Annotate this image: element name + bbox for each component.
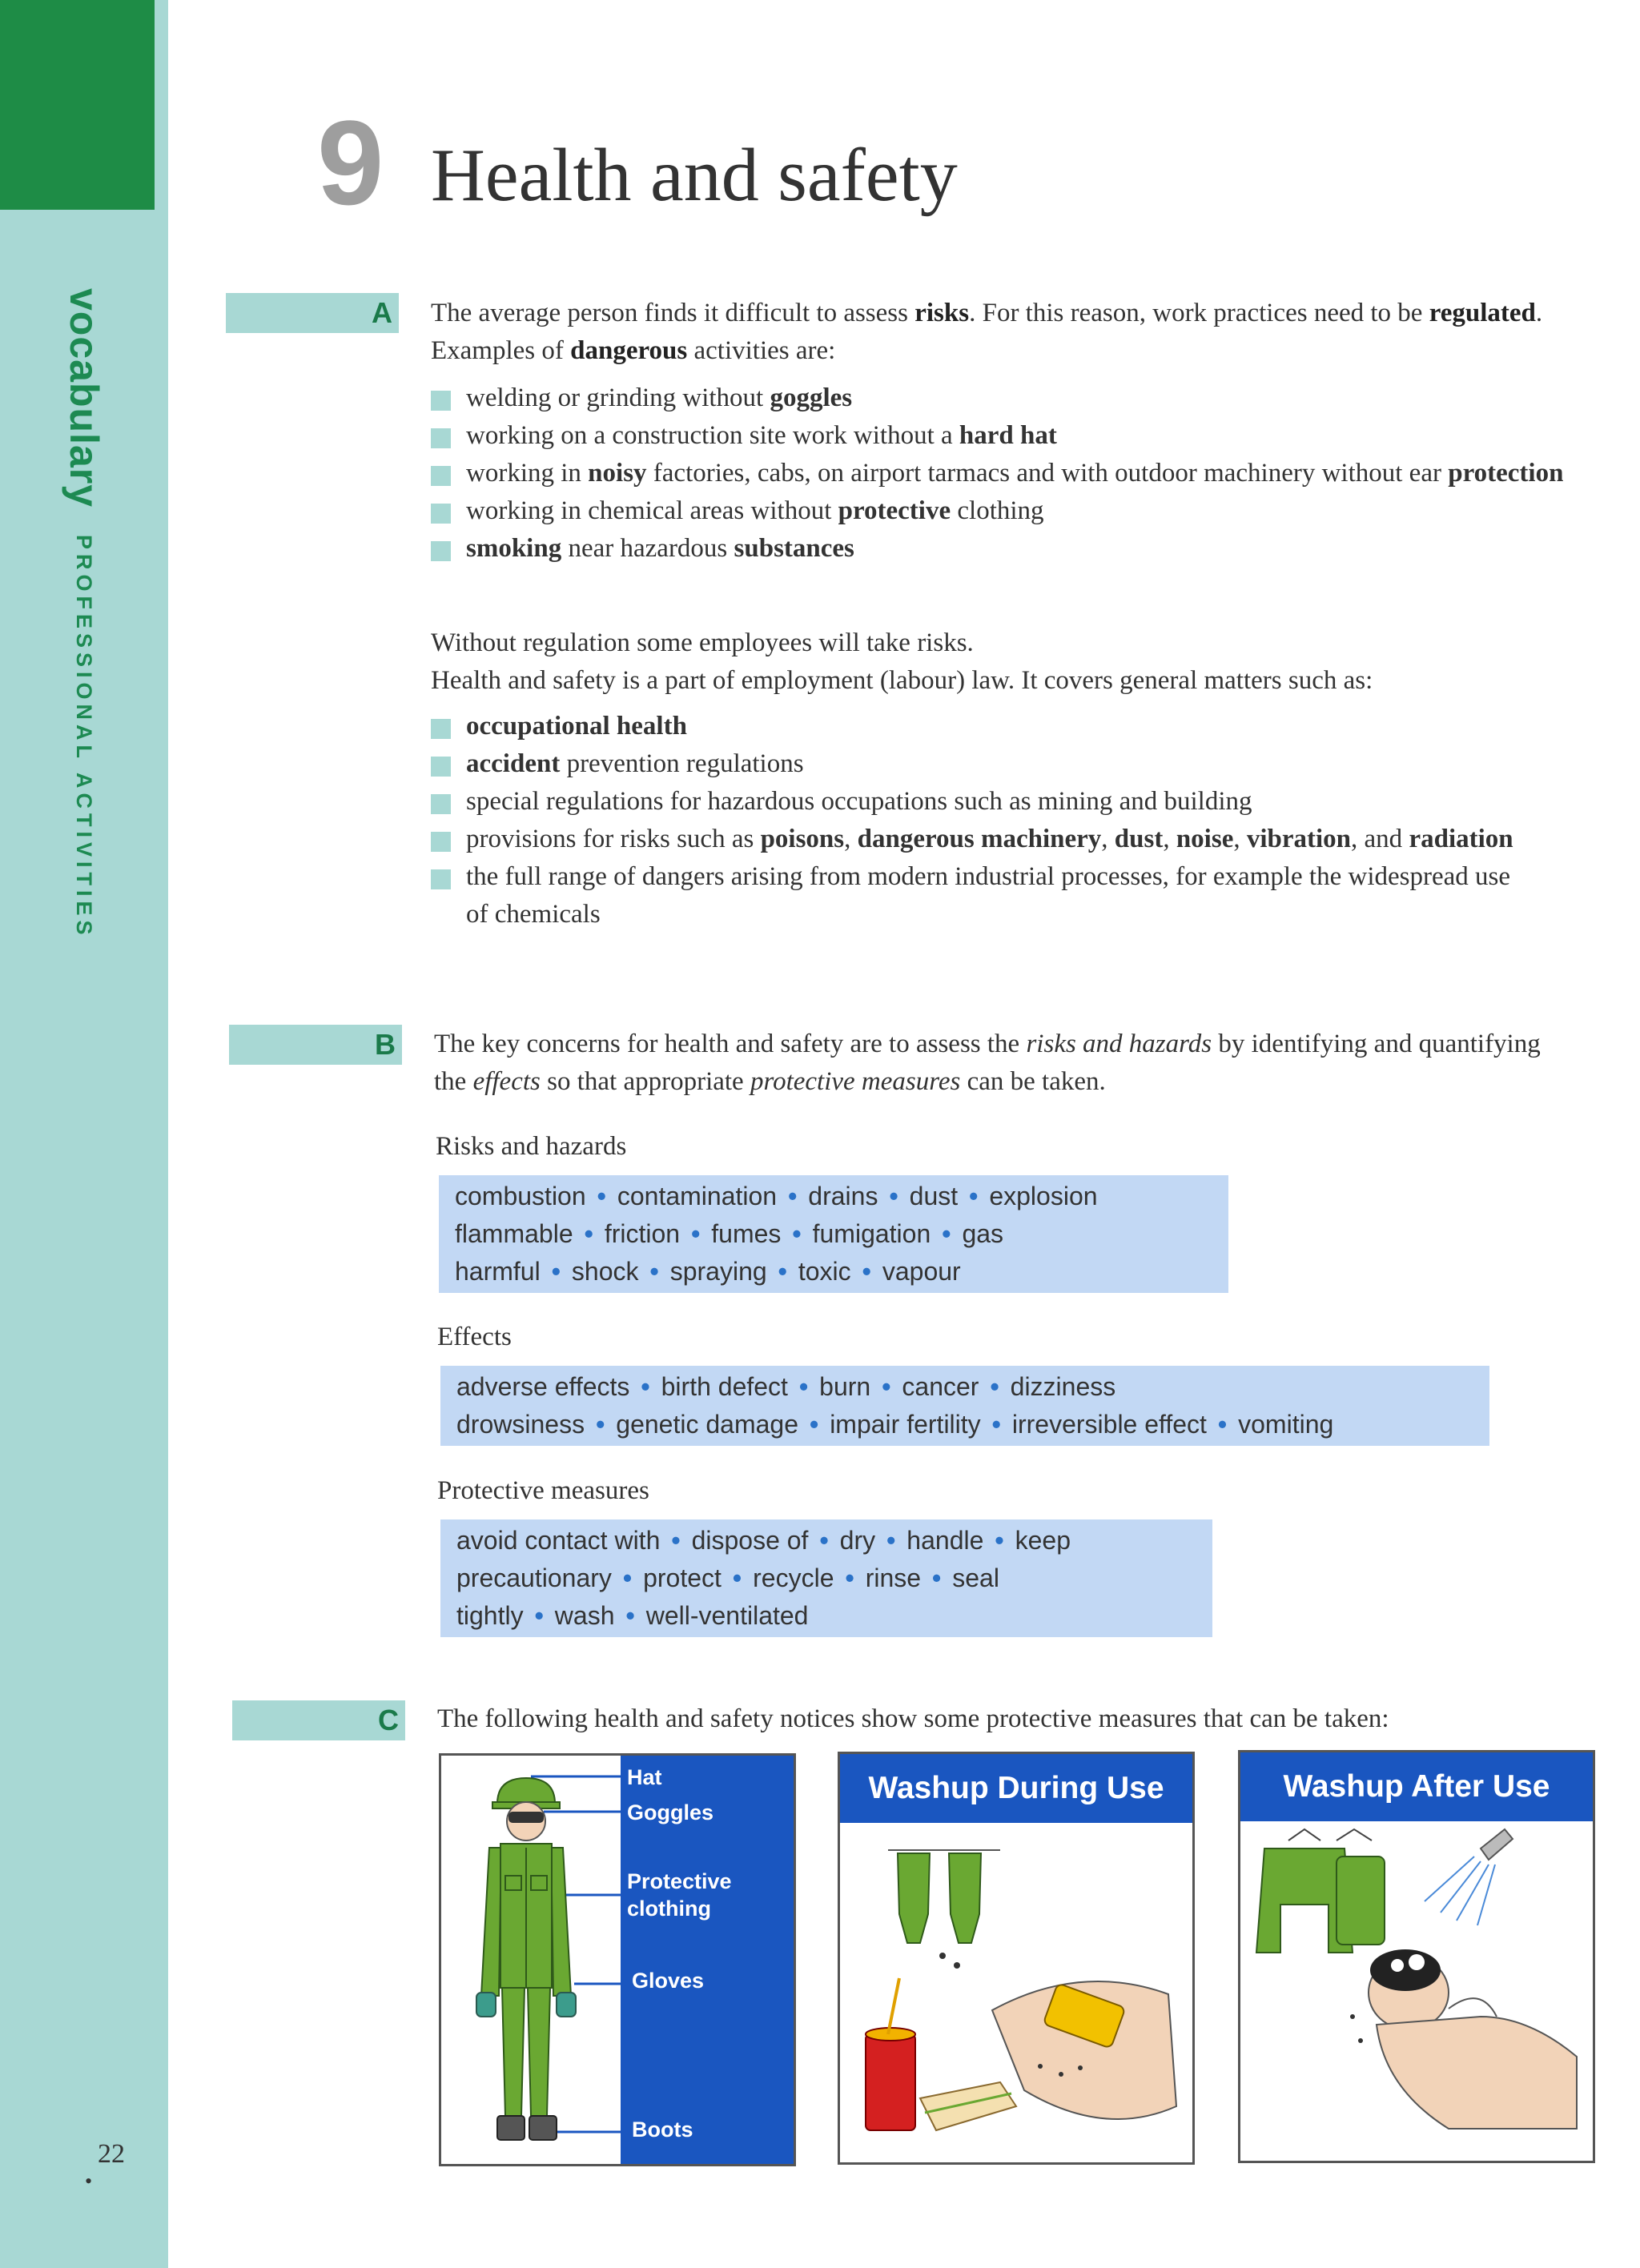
list-item [431, 417, 1584, 455]
text-run: . Examples of [431, 299, 1543, 365]
washup-during-use-notice [838, 1752, 1195, 2165]
bullet-separator: • [691, 1219, 701, 1248]
vocab-term: precautionary [456, 1564, 612, 1592]
list-item [431, 858, 1536, 933]
list-item-text: radiation [1409, 825, 1513, 853]
washing-hands-illustration [840, 1754, 1195, 2165]
bullet-separator: • [995, 1526, 1004, 1555]
vocab-line [456, 1560, 1196, 1597]
bullet-separator: • [649, 1257, 659, 1286]
list-item-text: , and [1351, 825, 1409, 853]
bullet-separator: • [596, 1410, 605, 1439]
vocab-term: spraying [669, 1257, 767, 1286]
bullet-separator: • [671, 1526, 681, 1555]
text-run: risks [914, 299, 970, 327]
vocab-term: handle [906, 1526, 984, 1555]
washup-after-use-notice [1238, 1750, 1595, 2163]
list-item [431, 492, 1584, 530]
vocab-term: flammable [455, 1219, 573, 1248]
bullet-separator: • [551, 1257, 561, 1286]
text-run: The average person finds it difficult to assess [431, 299, 915, 327]
page-title: Health and safety [431, 134, 958, 217]
vocab-term: protect [643, 1564, 722, 1592]
bullet-separator: • [932, 1564, 942, 1592]
risks-box [439, 1175, 1228, 1293]
list-item-text: prevention regulations [560, 749, 804, 778]
list-item-text: welding or grinding without [466, 383, 770, 412]
vocab-line [456, 1522, 1196, 1560]
measures-box [440, 1519, 1212, 1637]
text-run: regulated [1429, 299, 1536, 327]
page-number: 22 [98, 2139, 125, 2169]
list-item-text: hard hat [959, 421, 1057, 450]
bullet-separator: • [991, 1410, 1001, 1439]
bullet-separator: • [969, 1182, 979, 1210]
vocab-term: toxic [798, 1257, 851, 1286]
vocab-term: gas [962, 1219, 1004, 1248]
vocab-line [456, 1597, 1196, 1635]
section-a-tab [226, 293, 399, 333]
bullet-separator: • [886, 1526, 896, 1555]
boots-label: Boots [632, 2117, 693, 2142]
section-c-tab [232, 1700, 405, 1740]
vocab-term: irreversible effect [1011, 1410, 1207, 1439]
list-item-text: working in chemical areas without [466, 496, 838, 525]
text-run: can be taken. [960, 1067, 1106, 1096]
section-a-list-1 [431, 379, 1584, 568]
vocab-term: contamination [617, 1182, 778, 1210]
list-item-text: working on a construction site work without a [466, 421, 959, 450]
list-item-text: clothing [951, 496, 1044, 525]
section-a-list-2 [431, 708, 1536, 933]
list-item-text: smoking [466, 534, 562, 563]
bullet-separator: • [798, 1372, 809, 1401]
bullet-separator: • [625, 1601, 635, 1630]
bullet-separator: • [584, 1219, 593, 1248]
showering-illustration [1240, 1752, 1595, 2163]
vocab-term: dizziness [1010, 1372, 1116, 1401]
list-item-text: , [1101, 825, 1115, 853]
list-item-text: occupational health [466, 712, 687, 741]
list-item-text: provisions for risks such as [466, 825, 761, 853]
list-item-text: noise [1176, 825, 1234, 853]
vocab-term: shock [571, 1257, 639, 1286]
list-item-text: poisons [760, 825, 845, 853]
text-run: activities are: [687, 336, 836, 365]
vocab-line [456, 1406, 1473, 1443]
bullet-separator: • [778, 1257, 787, 1286]
bullet-separator: • [788, 1182, 798, 1210]
vocab-term: rinse [865, 1564, 922, 1592]
list-item-text: near hazardous [561, 534, 734, 563]
text-run: effects [472, 1067, 541, 1096]
vocab-line [455, 1253, 1212, 1291]
vocab-term: drowsiness [456, 1410, 585, 1439]
sidebar-accent-block [0, 0, 155, 210]
vocab-line [455, 1215, 1212, 1253]
risks-heading: Risks and hazards [436, 1132, 627, 1161]
ppe-notice [439, 1753, 796, 2166]
list-item [431, 821, 1536, 858]
vocab-term: avoid contact with [456, 1526, 661, 1555]
sidebar-label [48, 288, 120, 1009]
clothing-label: clothing [627, 1897, 711, 1921]
list-item-text: dust [1114, 825, 1164, 853]
bullet-separator: • [862, 1257, 871, 1286]
vocab-line [456, 1368, 1473, 1406]
list-item-text: , [1163, 825, 1176, 853]
list-item-text: protection [1448, 459, 1564, 488]
vocab-term: wash [554, 1601, 615, 1630]
vocab-term: seal [952, 1564, 999, 1592]
list-item-text: goggles [770, 383, 853, 412]
section-b-letter: B [375, 1028, 396, 1061]
text-run: by identifying and quantifying the [434, 1030, 1541, 1096]
text-run: dangerous [570, 336, 688, 365]
sidebar [0, 0, 168, 2268]
list-item [431, 708, 1536, 745]
bullet-separator: • [882, 1372, 891, 1401]
goggles-label: Goggles [627, 1800, 714, 1824]
bullet-separator: • [990, 1372, 999, 1401]
section-a-intro [431, 295, 1576, 370]
vocab-term: dust [909, 1182, 959, 1210]
effects-box [440, 1366, 1489, 1446]
vocab-term: burn [819, 1372, 871, 1401]
vocab-term: recycle [753, 1564, 834, 1592]
measures-heading: Protective measures [437, 1476, 649, 1505]
vocab-term: impair fertility [830, 1410, 981, 1439]
section-a-middle [431, 624, 1584, 700]
vocab-term: drains [808, 1182, 878, 1210]
bullet-separator: • [792, 1219, 802, 1248]
bullet-separator: • [889, 1182, 898, 1210]
list-item-text: factories, cabs, on airport tarmacs and with outdoor machinery without ear [646, 459, 1449, 488]
protective-label: Protective [627, 1869, 732, 1893]
list-item [431, 530, 1584, 568]
list-item-text: vibration [1246, 825, 1352, 853]
bullet-separator: • [732, 1564, 742, 1592]
bullet-separator: • [534, 1601, 544, 1630]
list-item-text: , [844, 825, 858, 853]
middle-line-2: Health and safety is a part of employment (labour) law. It covers general matters such as: [431, 666, 1373, 695]
list-item-text: working in [466, 459, 589, 488]
bullet-separator: • [597, 1182, 606, 1210]
vocab-term: fumes [711, 1219, 782, 1248]
vocab-term: keep [1015, 1526, 1071, 1555]
worker-illustration [441, 1756, 796, 2166]
vocab-term: combustion [455, 1182, 586, 1210]
bullet-separator: • [809, 1410, 819, 1439]
effects-heading: Effects [437, 1323, 512, 1351]
list-item-text: special regulations for hazardous occupations such as mining and building [466, 787, 1252, 816]
text-run: protective measures [750, 1067, 961, 1096]
sidebar-title: vocabulary [62, 288, 107, 508]
washup-after-use-title: Washup After Use [1240, 1752, 1593, 1821]
vocab-term: explosion [989, 1182, 1098, 1210]
middle-line-1: Without regulation some employees will take risks. [431, 628, 974, 657]
list-item-text: the full range of dangers arising from modern industrial processes, for example the widespread use of chemicals [466, 862, 1510, 929]
list-item-text: noisy [588, 459, 647, 488]
bullet-separator: • [622, 1564, 633, 1592]
list-item [431, 783, 1536, 821]
vocab-line [455, 1178, 1212, 1215]
unit-number: 9 [317, 95, 384, 230]
vocab-term: cancer [902, 1372, 979, 1401]
bullet-separator: • [1217, 1410, 1228, 1439]
text-run: . For this reason, work practices need to be [969, 299, 1429, 327]
bullet-separator: • [845, 1564, 854, 1592]
bullet-separator: • [641, 1372, 650, 1401]
section-c-letter: C [378, 1704, 399, 1736]
vocab-term: harmful [455, 1257, 541, 1286]
section-a-letter: A [372, 296, 392, 329]
vocab-term: fumigation [812, 1219, 931, 1248]
page-mark: • [85, 2170, 93, 2193]
list-item-text: , [1233, 825, 1247, 853]
vocab-term: tightly [456, 1601, 524, 1630]
vocab-term: friction [604, 1219, 681, 1248]
vocab-term: vapour [882, 1257, 961, 1286]
list-item-text: substances [734, 534, 854, 563]
list-item [431, 745, 1536, 783]
vocab-term: dry [839, 1526, 876, 1555]
section-b-tab [229, 1025, 402, 1065]
bullet-separator: • [819, 1526, 829, 1555]
list-item-text: accident [466, 749, 561, 778]
gloves-label: Gloves [632, 1969, 705, 1993]
protective-clothing-label [627, 1868, 732, 1922]
list-item [431, 379, 1584, 417]
washup-during-use-title: Washup During Use [840, 1754, 1192, 1823]
vocab-term: adverse effects [456, 1372, 630, 1401]
sidebar-subtitle: PROFESSIONAL ACTIVITIES [72, 535, 97, 940]
list-item-text: protective [838, 496, 951, 525]
section-c-intro: The following health and safety notices show some protective measures that can be taken: [437, 1704, 1389, 1733]
bullet-separator: • [942, 1219, 951, 1248]
vocab-term: dispose of [691, 1526, 809, 1555]
text-run: The key concerns for health and safety are to assess the [434, 1030, 1027, 1058]
section-b-intro [434, 1026, 1563, 1101]
vocab-term: vomiting [1238, 1410, 1334, 1439]
vocab-term: genetic damage [616, 1410, 798, 1439]
text-run: risks and hazards [1026, 1030, 1212, 1058]
list-item-text: dangerous machinery [857, 825, 1102, 853]
hat-label: Hat [627, 1765, 662, 1789]
text-run: so that appropriate [540, 1067, 750, 1096]
vocab-term: birth defect [661, 1372, 788, 1401]
vocab-term: well-ventilated [645, 1601, 809, 1630]
list-item [431, 455, 1584, 492]
